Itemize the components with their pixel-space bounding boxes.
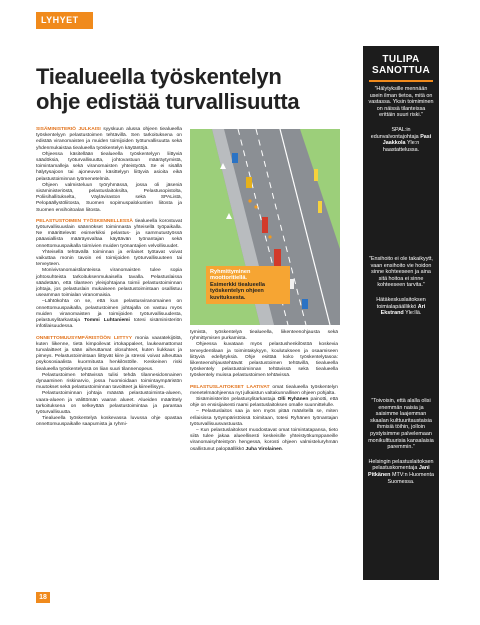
caption-heading: Ryhmittyminen moottoritiellä. [210,269,251,282]
article-column-2 [190,330,338,453]
caption-text: Esimerkki tiealueella työskentelyn ohjeen kuvituksesta. [210,281,266,301]
sidebar-divider [369,80,433,82]
paragraph: Ohjeen valmisteluun työryhmässä, jossa oli jäseniä sisäministeriöstä, pelastuslaitoksilta, Pelastusopistolta, Poliisihallitukselta, Väyläviraston sekä SPAListä, Pelopäällystöliitosta, Suomen sopimuspalokuntien liitosta ja Suomen ensihoitoalan liitosta. [36,182,182,213]
paragraph: Monivivranomaistilanteissa viranomaisten tulee sopia johtosuhteista tarkoituksenmukaisella tavalla. Pelastuslaissa säädetään, että tilanteen yleisjohtajana toimii pelastustoiminnan johtaja, jos pelastuslain mukaiseen pelastustoimintaan osallistuu useamman toimialan viranomaisia. [36,268,182,299]
paragraph: Tiealueella työskentelyä koskevassa luvussa ohje opastaa onnettomuuspaikalle saapumista ja ryhmi- [36,416,182,428]
paragraph [190,428,338,453]
paragraph: Pelastustoimen tehtävissä tulisi tehdä tilannesidonnainen dynaaminen riskinarvio, jossa huomioidaan toimintaympäristön muutokset sekä pelastustoiminnan tavoitteet ja kiireellisyys. [36,372,182,391]
paragraph: Ohjeessa kuvataan myös pelastushenkilöstöä koskevia terveydentilaan ja toimintakykyyn, koulutukseen ja osaamiseen liittyviä edellytyksiä. Ohje esittää koko työskentelytasoa: liikenteenohjaustehtävät pelastustoimen tehtävillä, tiealueella työskentely pelastustoiminnan tehtävissä sekä tiealueella työskentely muissa pelastustoimen tehtävissä. [190,342,338,379]
quote-text: ”Toivoisin, että alalla olisi enemmän naisia ja saisimme laajemman skaalan kulttuuritaustaisia ihmisiä töihin, jolloin pystyisimme palvelemaan monikulttuurisia kansalaisia paremmin.” [368,398,434,451]
paragraph: Ohjeessa käsitellään tiealueella työskentelyyn liittyviä säädöksiä, työturvallisuutta, johtovastuun määräytymistä, toimintamalleja sekä viranomaisten yhteistyötä. Se ei sisällä hälytysajoon tai ajoneuvon käsittelyyn liittyviä asioita eikä pelastustoiminnan työmenetelmiä. [36,151,182,182]
paragraph: Pelastustoiminnan johtaja määrää pelastustoiminta-alueen, vaara-alueen ja välittömän vaaran alueet. Alueiden määrittely tarkoituksena on selkeyttää pelastustoimintaa ja parantaa työturvallisuutta. [36,391,182,415]
paragraph-text: – Kun pelastuslaitokset muodostavat omat toimintatapansa, tieto siitä tulee jakaa alueellisesti keskeisille yhteistyökumppaneille viranomaisyhteistyön hengessä, korosti ohjeen valmisteluryhmän osallistunut palopäällikkö [190,428,338,452]
paragraph-text: monia vaaratekijöitä, kuten liikenne, tietä kimpoilevat irtokappaleet, laukeamattomat turvalaitteet ja sään aiheuttamat olosuhteet, kuten liukkaus ja pimeys. Pelastustoimintaan liittyvät kiire ja stressi voivat aiheuttaa psykososiaalista kuormitusta henkilöstölle. Keskeinen riski tiealueella työskentelyssä on liian suuri tilannenopeus. [36,335,182,372]
lead-in: SISÄMINISTERIÖ JULKAISI [36,127,101,132]
paragraph: Yhteisellä tehtävällä toiminnan ja erilaiset työtavat voivat vaikuttaa monin tavoin eri toimijoiden työturvallisuuteen tai terveyteen. [36,249,182,268]
illustration-caption [206,266,290,304]
page-title: Tiealueella työskentelyn ohje edistää turvallisuutta [36,64,300,114]
paragraph [36,336,182,373]
paragraph [36,219,182,250]
quote-text: ”Ensihoito ei ole takaikyytt, vaan ensihoito vie hoidon sinne kohteeseen ja aina sitä hoitoa ei sinne kohteeseen tarvita.” [369,256,433,289]
attribution-text: Yle:n haastattelussa. [382,140,420,153]
paragraph-text: syyskuun alussa ohjeen tiealueella työskentelyyn pelastustoimen tehtävillä. Sen tarkoituksena on edistää viranomaisten ja muiden toimijoiden työturvallisuutta sekä yhdenmukaistaa tiealueella työskentelyn käytäntöjä. [36,127,183,151]
attribution-text: SPAL:in edunvalvontajohtaja [370,126,419,140]
person-name: Olli Ryhänen [277,397,309,403]
article-column-1 [36,127,182,429]
attribution-text: Helsingin pelastuslaitoksen pelastuskomentaja [368,458,434,472]
paragraph [36,299,182,330]
attribution-text: Hätäkeskuslaitoksen toimialapäällikkö [376,296,426,310]
person-name: Pasi Jaakkola [382,133,432,147]
paragraph: tymistä, työskentelyä tiealueella, liikenteenohjausta sekä ryhmittymisen purkamista. [190,330,338,342]
attribution-text: MTV:n Huomenta Suomessa. [387,471,435,485]
paragraph-text: totesi sisäministeriön infotilaisuudessa. [36,318,183,330]
quote-text: ”Hälytyksille mennään usein ilman tietoa, mitä on vastassa. Yksin toimiminen on näissä tilanteissa erittäin suuri riski.” [368,86,434,119]
sidebar-heading: TULIPA SANOTTUA [372,54,430,76]
sidebar-quote [368,86,434,153]
paragraph: – Pelastuslaitos saa ja sen myös pitää määritellä se, miten erilaisissa työympäristöissä toimitaan, totesi Ryhänen työnantajan työturvallisuusvastuusta. [190,409,338,427]
lead-in: PELASTUSTOIMEN TYÖSKENNELLESSÄ [36,218,133,224]
paragraph-text: omat tiealueella työskentelyn menetelmäohjeensa nyt julkaistun valtakunnallisen ohjeen pohjalta. [190,384,338,396]
attribution-text: Yle:llä. [405,310,422,317]
person-name: Tommi Luhtaniemi [84,318,130,324]
paragraph-text: . [281,446,284,452]
person-name: Juha Virolainen [245,446,282,452]
quote-attribution [368,297,434,317]
paragraph [190,385,338,397]
paragraph [36,127,182,152]
lead-in: ONNETTOMUUSYMPÄRISTÖÖN LIITTYY [36,335,133,341]
sidebar-quote [368,256,434,317]
quote-attribution [368,127,434,153]
lead-in: PELASTUSLAITOKSET LAATIVAT [190,384,270,390]
paragraph-text: Sisäministeriön pelastusylitarkastaja [196,397,276,403]
section-tag: LYHYET [36,12,93,29]
person-name: Jani Pitkänen [368,465,430,478]
person-name: Ari Ekstrand [380,303,426,317]
sidebar-quote [368,398,434,485]
paragraph-text: painotti, että ohje on ensisijaisesti raami pelastuslaitoksen omalle suunnittelulle. [190,397,339,409]
paragraph [190,397,338,409]
paragraph-text: tiealueella korostuvat työturvallisuuslain säännökset toiminnasta yhteisellä työpaikalla. Ne määrittelevät esimerkiksi pelastus- ja sammutustyössä pääasiallista määräysvaltaa käyttävän työnantajan sekä onnettomuuspaikalla toimivien muiden työnantajien velvollisuudet. [36,218,182,249]
paragraph-text: –Lähtökohta on se, että kun pelastusviranomainen on onnettomuuspaikalla, pelastustoimen johtajalla on vastuu myös muiden viranomaisten ja toimijoiden työturvallisuudesta, pelastusylitarkastaja [36,299,182,324]
page-number: 18 [36,592,50,603]
quote-attribution [368,459,434,485]
